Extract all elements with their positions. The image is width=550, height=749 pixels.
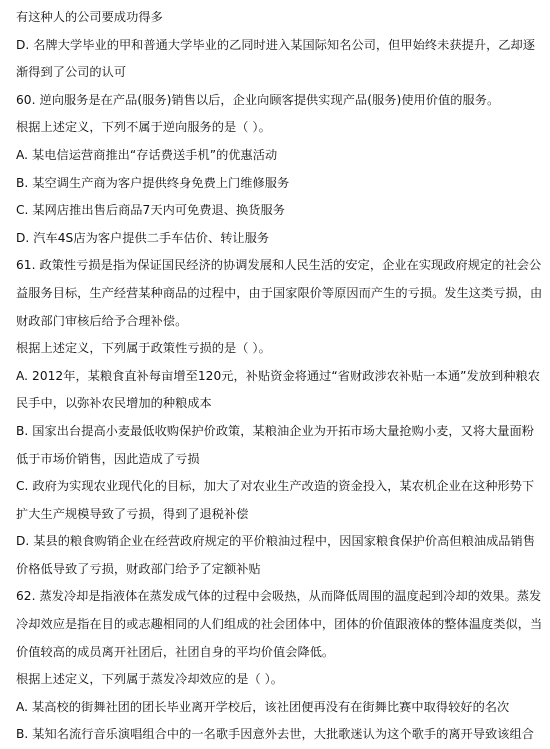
question-60-option-c: C. 某网店推出售后商品7天内可免费退、换货服务: [16, 203, 285, 218]
question-62-stem-cont: 冷却效应是指在目的或志趣相同的人们组成的社会团体中，团体的价值跟液体的整体温度类似，当: [16, 617, 542, 632]
text-line: 有这种人的公司要成功得多: [16, 10, 163, 24]
question-60-option-b: B. 某空调生产商为客户提供终身免费上门维修服务: [16, 175, 290, 190]
question-61-option-b: B. 国家出台提高小麦最低收购保护价政策，某粮油企业为开拓市场大量抢购小麦，又将大量面粉: [16, 423, 534, 438]
question-62-stem: 62. 蒸发冷却是指液体在蒸发成气体的过程中会吸热，从而降低周围的温度起到冷却的效果。蒸发: [16, 589, 542, 604]
question-61-stem-cont: 财政部门审核后给予合理补偿。: [16, 313, 188, 328]
question-60-stem: 60. 逆向服务是在产品(服务)销售以后，企业向顾客提供实现产品(服务)使用价值的服务。: [16, 92, 500, 107]
question-60-option-d: D. 汽车4S店为客户提供二手车估价、转让服务: [16, 230, 270, 245]
question-61-option-d: D. 某县的粮食购销企业在经营政府规定的平价粮油过程中，因国家粮食保护价高但粮油成品销售: [16, 534, 536, 549]
question-62-option-a: A. 某高校的街舞社团的团长毕业离开学校后，该社团便再没有在街舞比赛中取得较好的名次: [16, 699, 510, 714]
question-62-prompt: 根据上述定义，下列属于蒸发冷却效应的是（ ）。: [16, 672, 284, 687]
question-61-option-b-cont: 低于市场价销售，因此造成了亏损: [16, 451, 200, 466]
question-61-option-c: C. 政府为实现农业现代化的目标，加大了对农业生产改造的资金投入，某农机企业在这种形势下: [16, 479, 535, 494]
question-61-option-a-cont: 民手中，以弥补农民增加的种粮成本: [16, 396, 212, 411]
text-line: 渐得到了公司的认可: [16, 65, 127, 80]
question-61-stem-cont: 益服务目标，生产经营某种商品的过程中，由于国家限价等原因而产生的亏损。发生这类亏损，由: [16, 285, 542, 300]
question-61-prompt: 根据上述定义，下列属于政策性亏损的是（ ）。: [16, 341, 271, 356]
question-61-option-a: A. 2012年，某粮食直补每亩增至120元，补贴资金将通过“省财政涉农补贴一本通”发放到种粮农: [16, 368, 540, 383]
option-d-line: D. 名牌大学毕业的甲和普通大学毕业的乙同时进入某国际知名公司，但甲始终未获提升，乙却逐: [16, 37, 536, 52]
question-62-stem-cont: 价值较高的成员离开社团后，社团自身的平均价值会降低。: [16, 644, 335, 659]
question-62-option-b: B. 某知名流行音乐演唱组合中的一名歌手因意外去世，大批歌迷认为这个歌手的离开导致该组合: [16, 727, 534, 742]
question-60-option-a: A. 某电信运营商推出“存话费送手机”的优惠活动: [16, 147, 278, 162]
question-61-stem: 61. 政策性亏损是指为保证国民经济的协调发展和人民生活的安定，企业在实现政府规定的社会公: [16, 258, 542, 273]
question-61-option-c-cont: 扩大生产规模导致了亏损，得到了退税补偿: [16, 506, 249, 521]
question-61-option-d-cont: 价格低导致了亏损，财政部门给予了定额补贴: [16, 561, 261, 576]
question-60-prompt: 根据上述定义，下列不属于逆向服务的是（ ）。: [16, 120, 271, 135]
